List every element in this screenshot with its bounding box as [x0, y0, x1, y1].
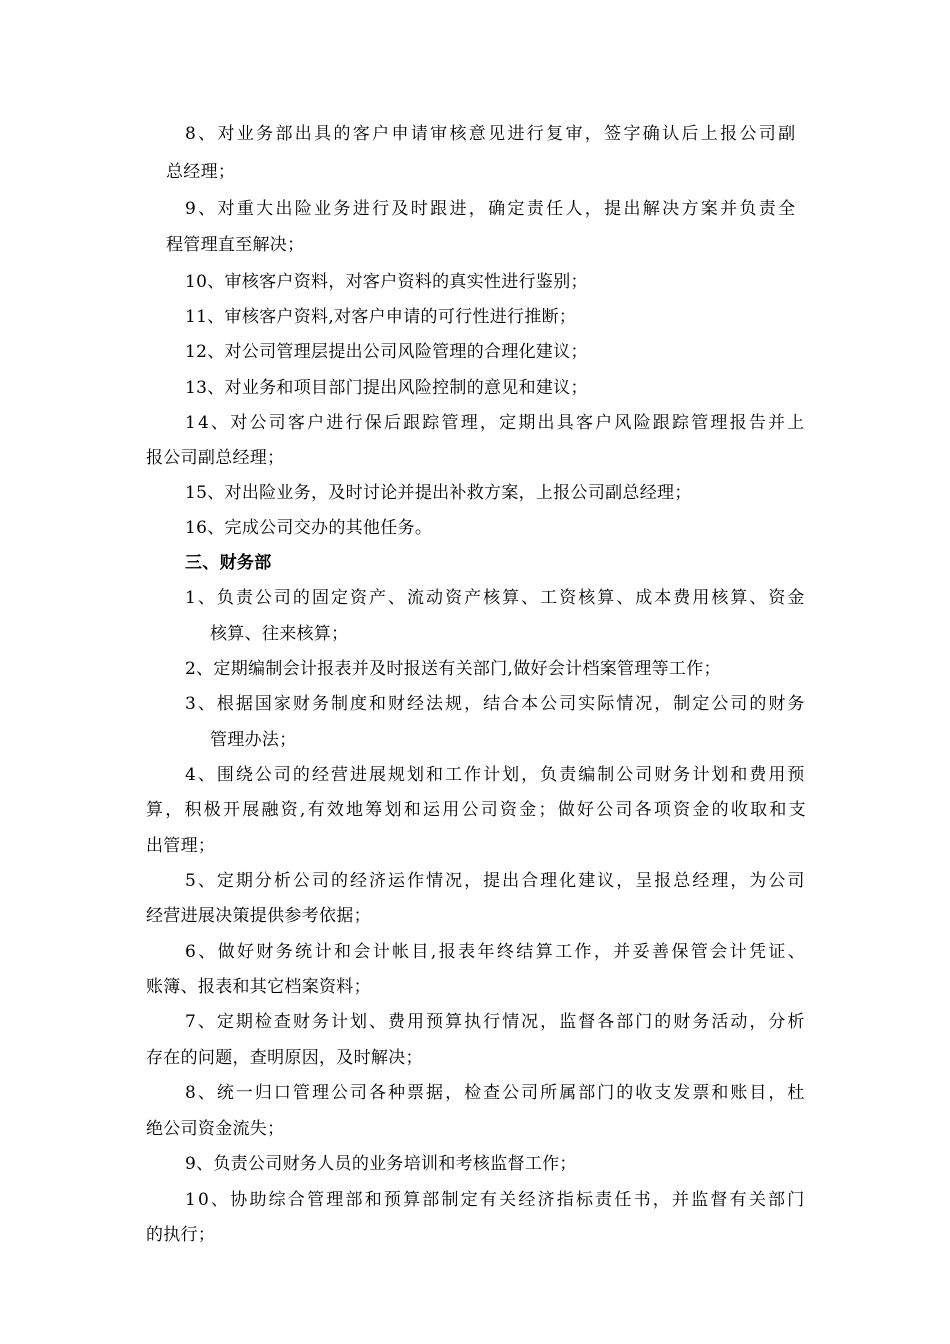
text-line: 5、定期分析公司的经济运作情况，提出合理化建议，呈报总经理，为公司 [185, 871, 807, 891]
text-line: 经营进展决策提供参考依据； [146, 906, 371, 926]
text-line: 1、负责公司的固定资产、流动资产核算、工资核算、成本费用核算、资金 [185, 588, 807, 608]
text-line: 报公司副总经理； [146, 448, 285, 468]
text-line: 14、对公司客户进行保后跟踪管理，定期出具客户风险跟踪管理报告并上 [185, 413, 807, 433]
text-line: 算，积极开展融资,有效地筹划和运用公司资金；做好公司各项资金的收取和支 [146, 800, 808, 820]
text-line: 3、根据国家财务制度和财经法规，结合本公司实际情况，制定公司的财务 [185, 694, 807, 714]
text-line: 出管理； [146, 836, 216, 856]
text-line: 13、对业务和项目部门提出风险控制的意见和建议； [185, 378, 588, 398]
text-line: 7、定期检查财务计划、费用预算执行情况，监督各部门的财务活动，分析 [185, 1012, 807, 1032]
text-line: 10、审核客户资料，对客户资料的真实性进行鉴别； [185, 272, 588, 292]
text-line: 的执行； [146, 1225, 216, 1245]
text-line: 核算、往来核算； [210, 624, 349, 644]
text-line: 程管理直至解决； [166, 235, 305, 255]
section-heading: 三、财务部 [185, 553, 272, 573]
text-line: 2、定期编制会计报表并及时报送有关部门,做好会计档案管理等工作； [185, 659, 721, 679]
text-line: 8、统一归口管理公司各种票据，检查公司所属部门的收支发票和账目，杜 [185, 1083, 807, 1103]
text-line: 15、对出险业务，及时讨论并提出补救方案，上报公司副总经理； [185, 483, 692, 503]
text-line: 12、对公司管理层提出公司风险管理的合理化建议； [185, 342, 588, 362]
text-line: 11、审核客户资料,对客户申请的可行性进行推断； [185, 307, 577, 327]
text-line: 管理办法； [210, 730, 297, 750]
text-line: 8、对业务部出具的客户申请审核意见进行复审，签字确认后上报公司副 [185, 124, 798, 144]
text-line: 9、对重大出险业务进行及时跟进，确定责任人，提出解决方案并负责全 [185, 199, 798, 219]
text-line: 存在的问题，查明原因，及时解决； [146, 1048, 423, 1068]
text-line: 绝公司资金流失； [146, 1119, 285, 1139]
text-line: 16、完成公司交办的其他任务。 [185, 518, 433, 538]
text-line: 10、协助综合管理部和预算部制定有关经济指标责任书，并监督有关部门 [185, 1190, 807, 1210]
text-line: 4、围绕公司的经营进展规划和工作计划，负责编制公司财务计划和费用预 [185, 765, 807, 785]
text-line: 6、做好财务统计和会计帐目,报表年终结算工作，并妥善保管会计凭证、 [185, 942, 808, 962]
text-line: 9、负责公司财务人员的业务培训和考核监督工作； [185, 1154, 577, 1174]
text-line: 总经理； [166, 162, 236, 182]
text-line: 账簿、报表和其它档案资料； [146, 977, 371, 997]
